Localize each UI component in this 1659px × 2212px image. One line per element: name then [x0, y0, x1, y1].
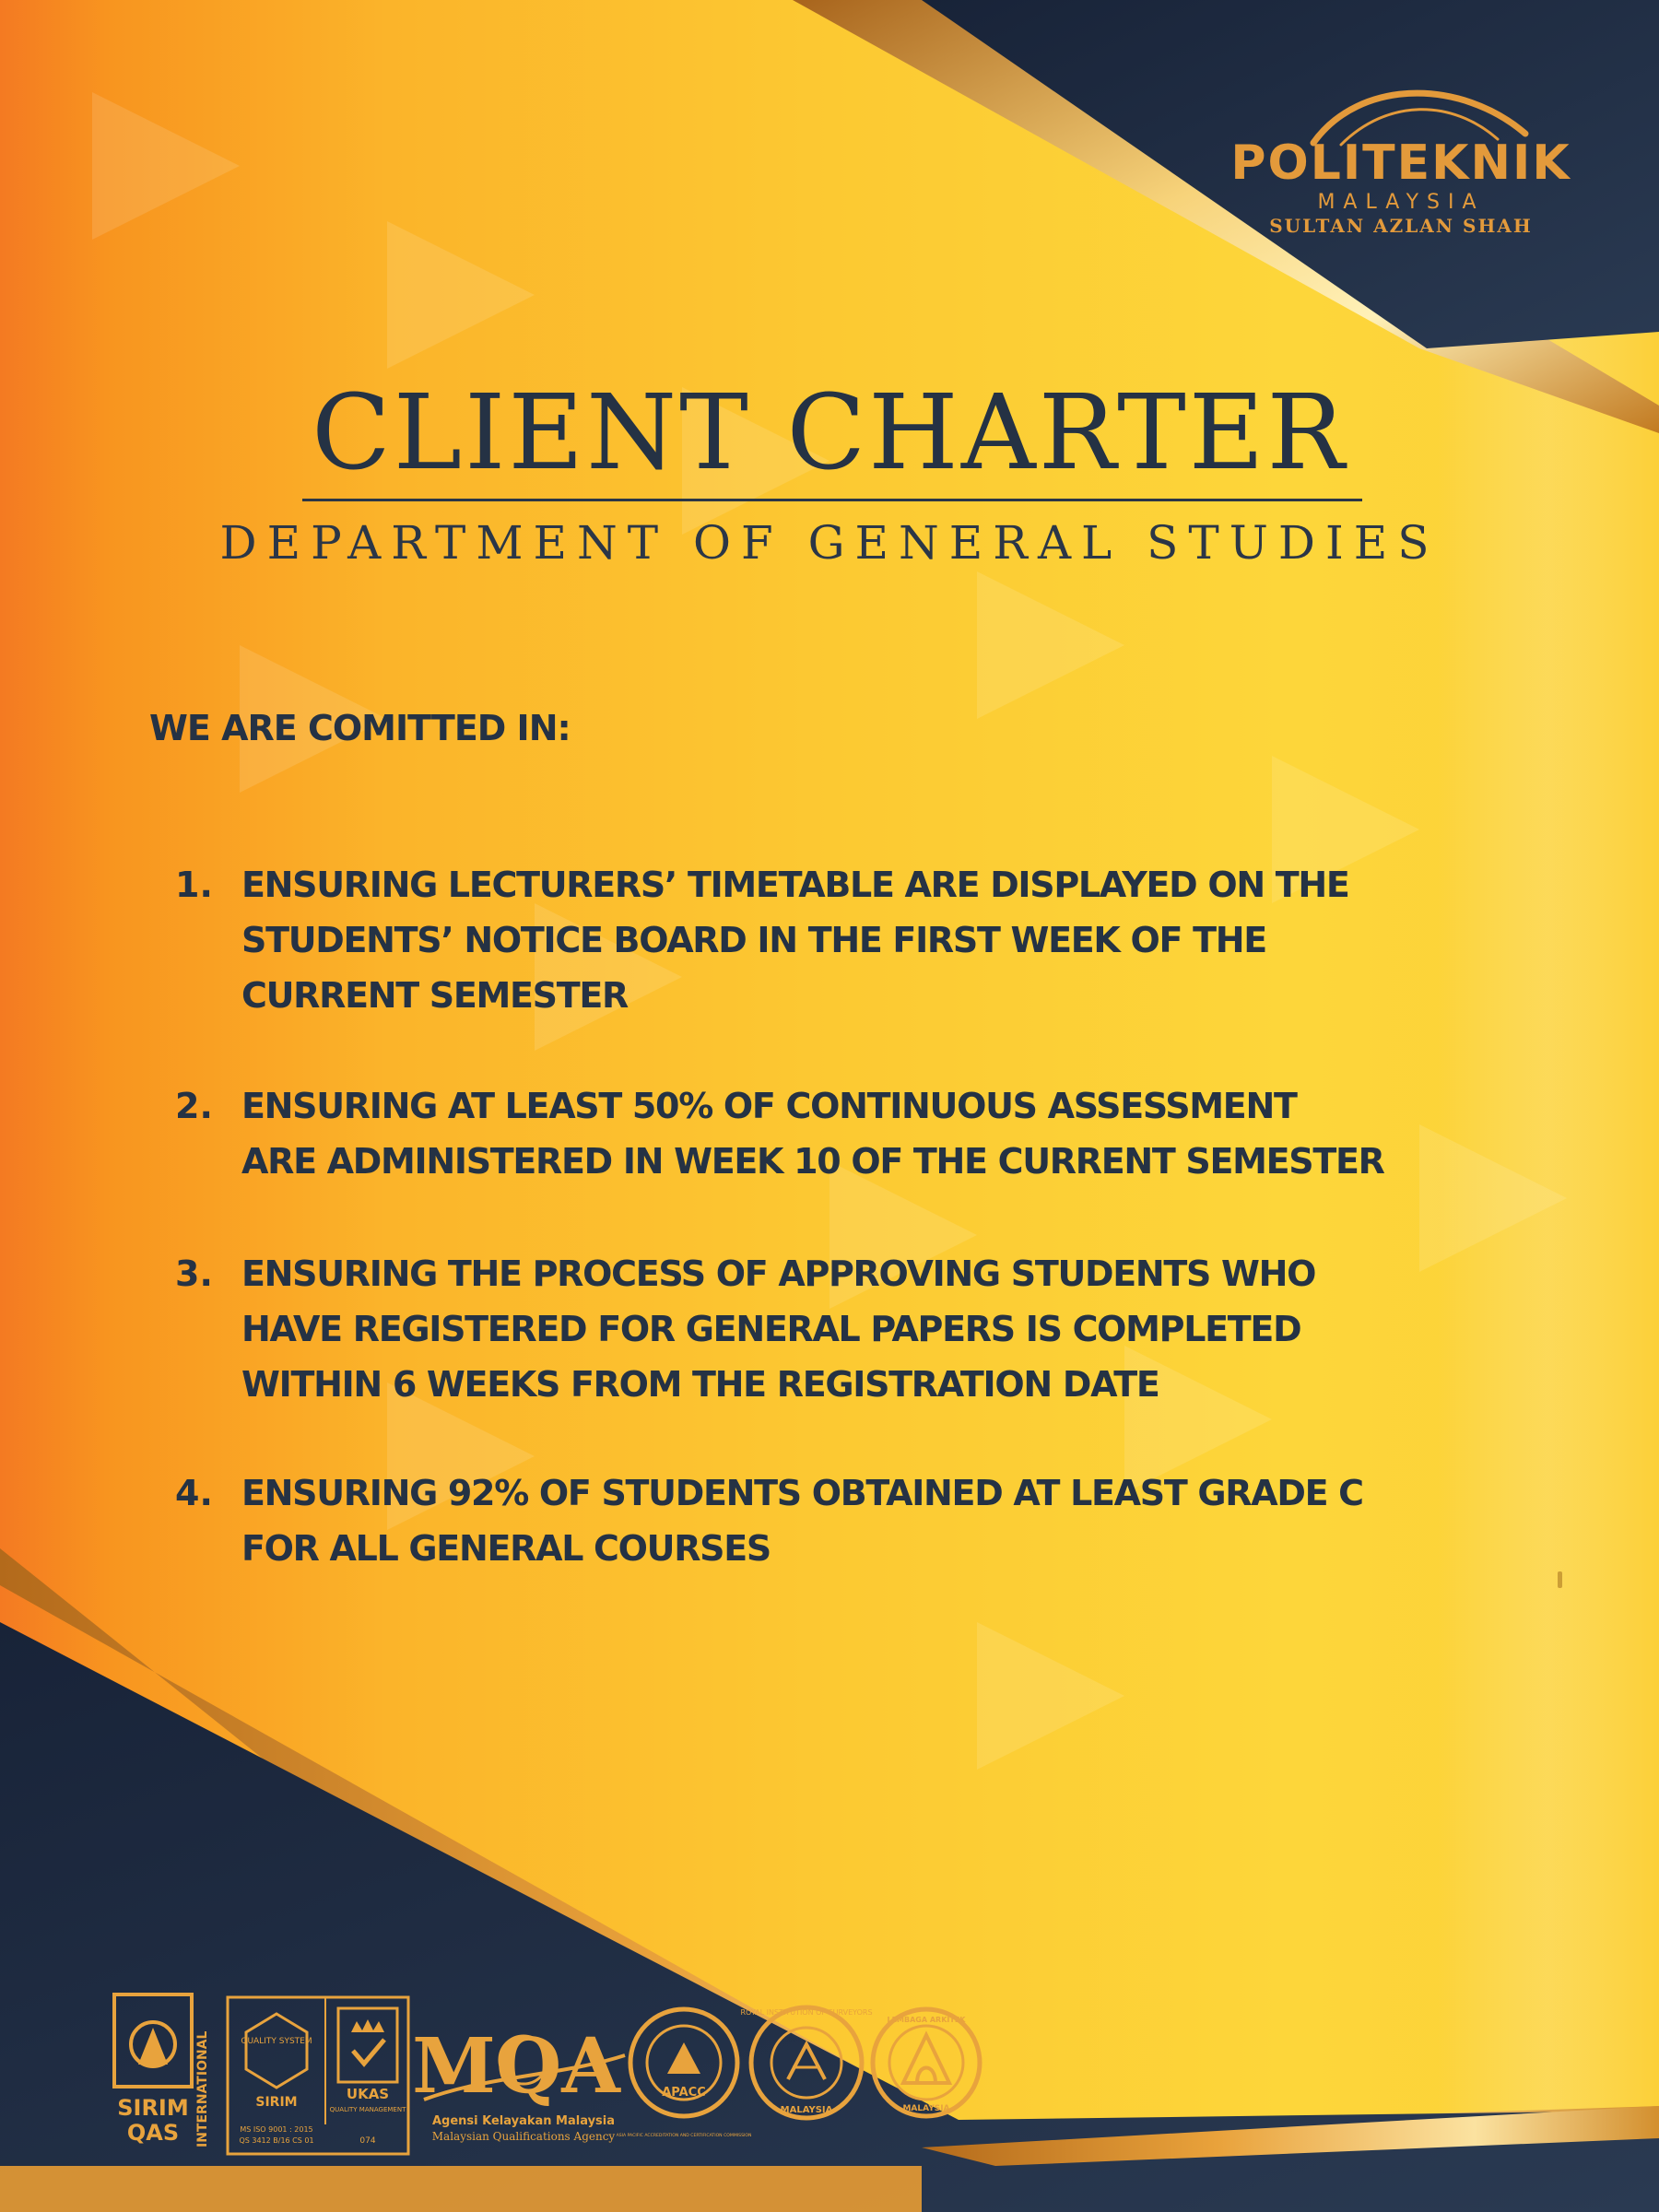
- mqa-mark: MQA: [412, 2022, 620, 2111]
- accreditation-badges: [111, 1991, 1032, 2166]
- surveyors-ring-text: ROYAL INSTITUTION OF SURVEYORS: [740, 2008, 873, 2017]
- department-subtitle: DEPARTMENT OF GENERAL STUDIES: [219, 516, 1440, 570]
- commitment-text: ENSURING AT LEAST 50% OF CONTINUOUS ASSESSMENT ARE ADMINISTERED IN WEEK 10 OF THE CURRENT SEMESTER: [241, 1086, 1384, 1182]
- ukas-sub-text: QUALITY MANAGEMENT: [329, 2106, 406, 2113]
- quality-reg-text: QS 3412 B/16 CS 01: [239, 2136, 314, 2145]
- ukas-code: 074: [359, 2136, 376, 2146]
- tick-icon: [353, 2040, 384, 2064]
- apacc-ring-text: ASIA PACIFIC ACCREDITATION AND CERTIFICATION COMMISSION: [616, 2134, 752, 2138]
- commitment-number: 1.: [175, 865, 213, 905]
- commitment-text: ENSURING LECTURERS’ TIMETABLE ARE DISPLAYED ON THE STUDENTS’ NOTICE BOARD IN THE FIRST WEEK OF THE CURRENT SEMESTER: [241, 865, 1349, 1016]
- page-title: CLIENT CHARTER: [312, 373, 1347, 493]
- logo-campus: SULTAN AZLAN SHAH: [1269, 215, 1533, 237]
- sirim-line2: QAS: [126, 2120, 180, 2146]
- quality-cert-text: MS ISO 9001 : 2015: [240, 2125, 313, 2134]
- logo-country: MALAYSIA: [1317, 191, 1485, 214]
- lembaga-bottom-text: MALAYSIA: [902, 2104, 950, 2113]
- commitment-text: ENSURING 92% OF STUDENTS OBTAINED AT LEAST GRADE C FOR ALL GENERAL COURSES: [241, 1473, 1363, 1569]
- commitment-intro: WE ARE COMITTED IN:: [149, 708, 571, 748]
- commitment-text: ENSURING THE PROCESS OF APPROVING STUDENTS WHO HAVE REGISTERED FOR GENERAL PAPERS IS COMPLETED WITHIN 6 WEEKS FROM THE REGISTRATION DATE: [241, 1253, 1316, 1405]
- commitment-item-2: [175, 1078, 1512, 1189]
- commitment-number: 4.: [175, 1473, 213, 1513]
- lembaga-arkitek-seal: [866, 1998, 986, 2155]
- commitment-item-4: [175, 1465, 1512, 1576]
- title-divider: [302, 499, 1362, 501]
- commitment-number: 2.: [175, 1086, 213, 1126]
- ukas-text: UKAS: [346, 2086, 390, 2102]
- surveyors-bottom-text: MALAYSIA: [780, 2105, 833, 2115]
- bottom-orange-strip: [0, 2166, 922, 2212]
- sirim-qas-logo: [111, 1991, 221, 2157]
- quality-top-text: QUALITY SYSTEM: [241, 2037, 312, 2046]
- lembaga-ring-text: LEMBAGA ARKITEK: [887, 2016, 966, 2024]
- logo-wordmark: POLITEKNIK: [1230, 135, 1571, 191]
- quality-sirim-text: SIRIM: [255, 2095, 298, 2110]
- commitment-item-1: [175, 857, 1512, 1023]
- crown-icon: [351, 2019, 384, 2032]
- sirim-line1: SIRIM: [117, 2095, 189, 2121]
- mqa-logo: [412, 1991, 631, 2157]
- commitment-number: 3.: [175, 1253, 213, 1294]
- commitment-item-3: [175, 1246, 1512, 1412]
- mqa-line2: Malaysian Qualifications Agency: [431, 2130, 616, 2143]
- surveyors-seal: [740, 1998, 873, 2155]
- quality-system-certificate: [226, 1995, 410, 2157]
- mqa-line1: Agensi Kelayakan Malaysia: [431, 2114, 616, 2128]
- sirim-side-text: INTERNATIONAL: [195, 2030, 210, 2147]
- politeknik-logo: [1203, 78, 1599, 235]
- apacc-seal: [616, 1998, 752, 2155]
- apacc-mark: APACC: [662, 2086, 706, 2100]
